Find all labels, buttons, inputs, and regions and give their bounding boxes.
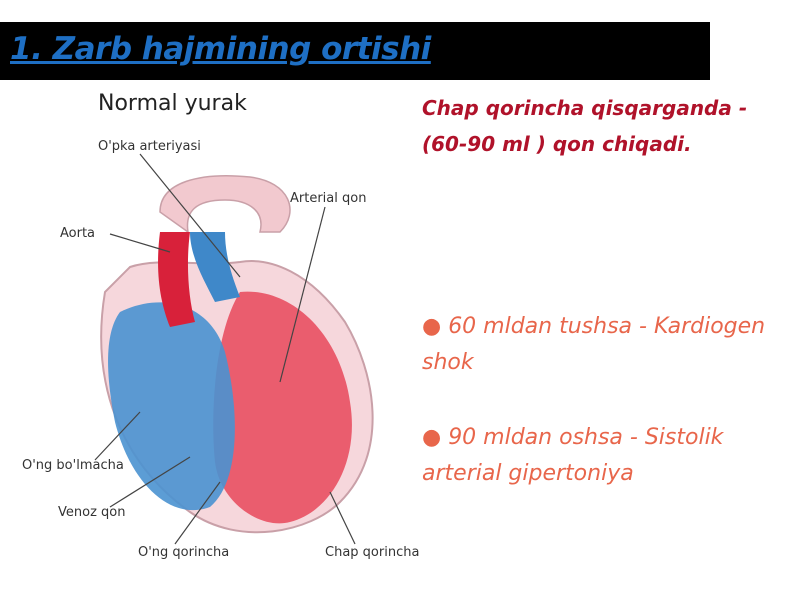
label-arterial-blood: Arterial qon <box>290 191 367 206</box>
right-ventricle-shape <box>108 302 235 510</box>
intro-line-1: Chap qorincha qisqarganda - <box>422 96 748 120</box>
heart-diagram <box>10 82 435 587</box>
label-pulmonary-artery: O'pka arteriyasi <box>98 139 201 154</box>
bullet-systolic-hypertension: ● 90 mldan oshsa - Sistolik arterial gipertoniya <box>422 425 724 486</box>
label-right-atrium: O'ng bo'lmacha <box>22 458 124 473</box>
diagram-heading: Normal yurak <box>98 91 247 116</box>
intro-text <box>422 90 800 162</box>
label-right-ventricle: O'ng qorincha <box>138 545 230 560</box>
label-left-ventricle: Chap qorincha <box>325 545 420 560</box>
aorta-shape <box>160 176 290 232</box>
slide-title: 1. Zarb hajmining ortishi <box>10 31 431 67</box>
bullet-cardiogenic-shock: ● 60 mldan tushsa - Kardiogen shok <box>422 314 766 375</box>
intro-line-2: (60-90 ml ) qon chiqadi. <box>422 132 692 156</box>
label-aorta: Aorta <box>60 226 96 241</box>
label-venous-blood: Venoz qon <box>58 505 126 520</box>
